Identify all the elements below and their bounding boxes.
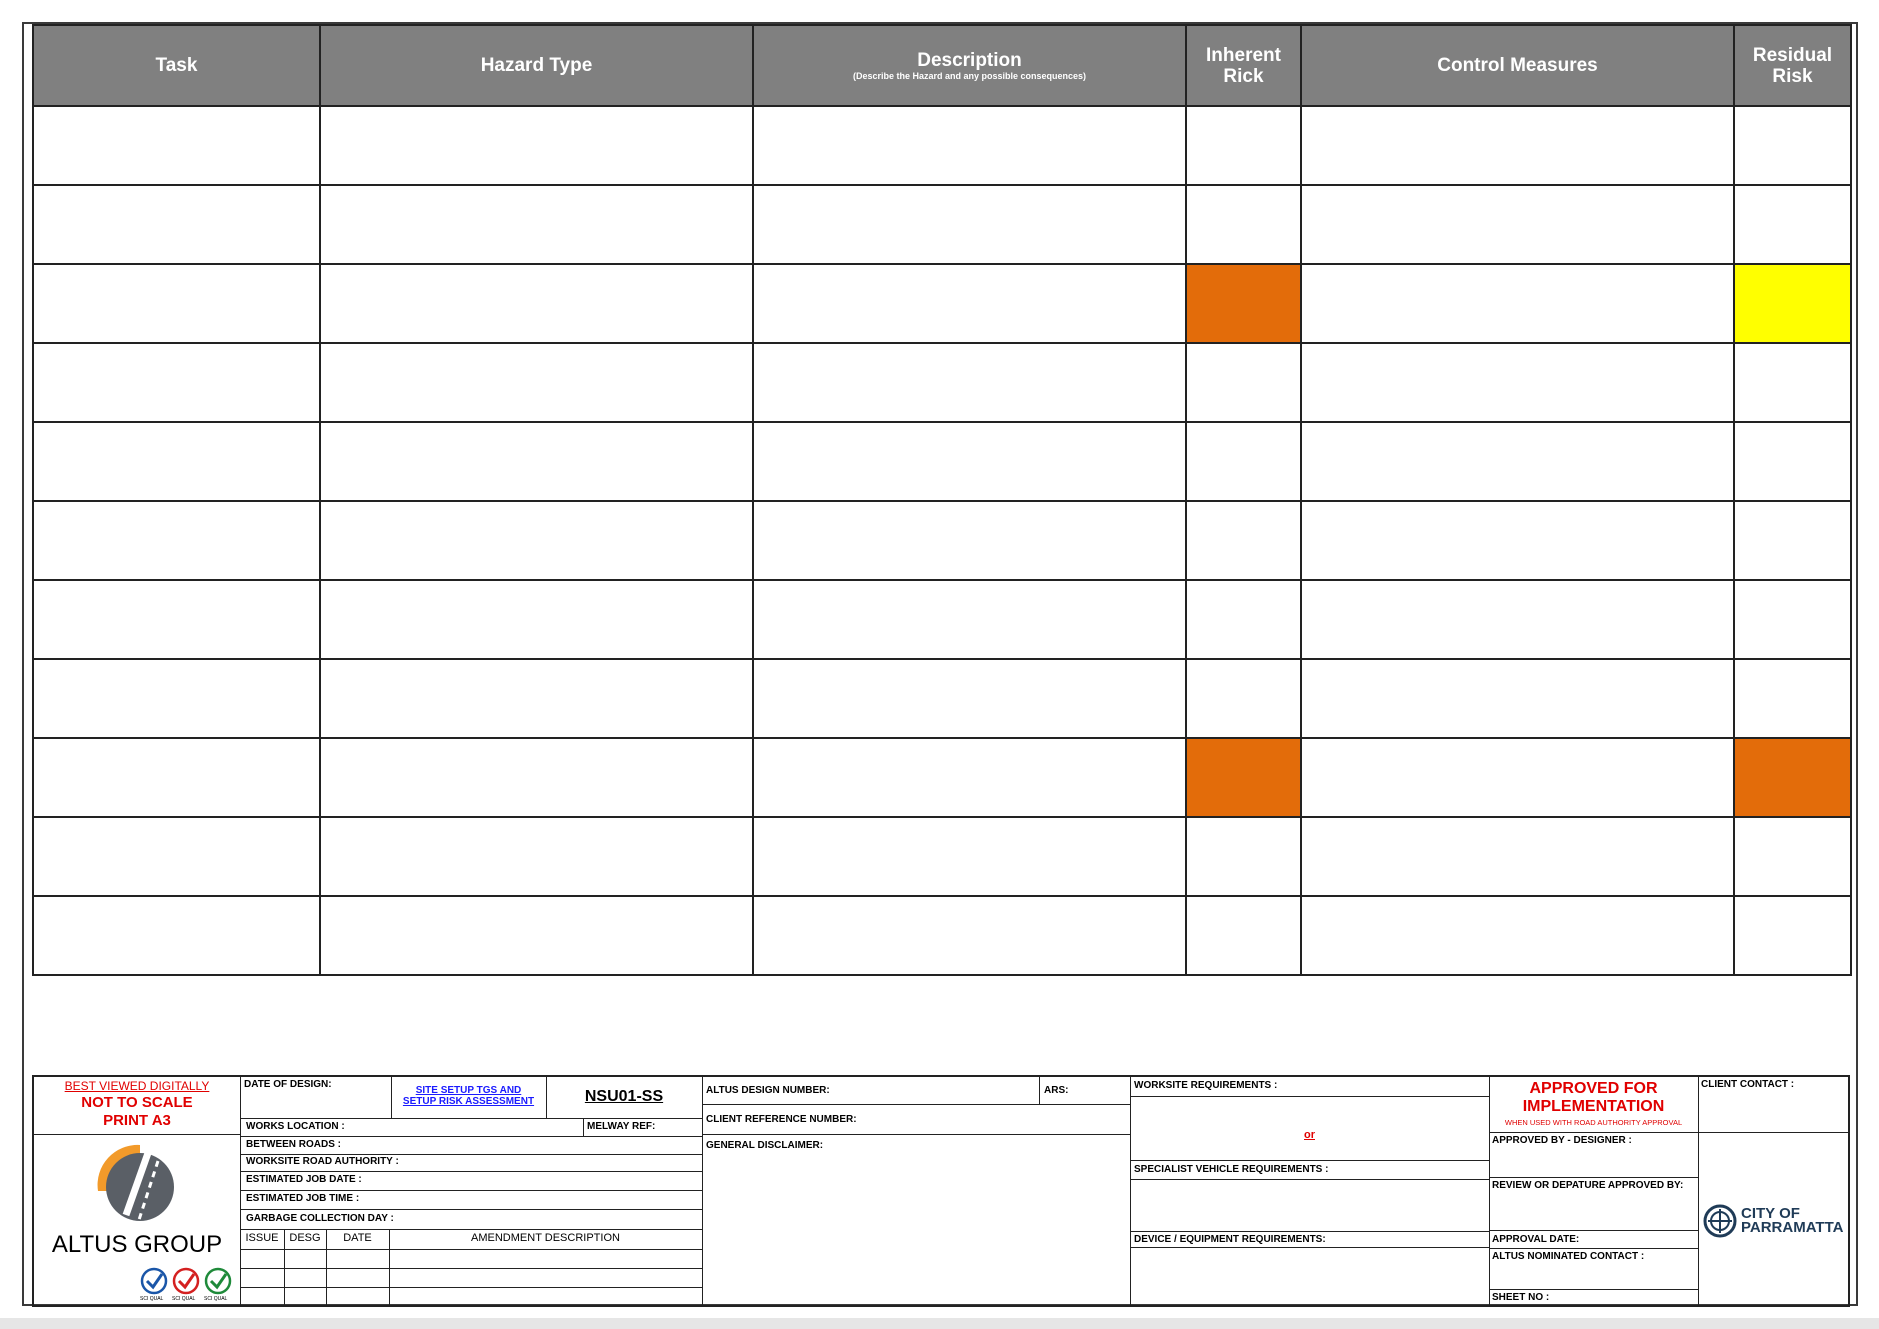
- header-description-subtitle: (Describe the Hazard and any possible consequences): [852, 70, 1087, 81]
- cell-task[interactable]: [33, 659, 320, 738]
- header-inherent-risk: [1186, 25, 1301, 106]
- works-location-label: WORKS LOCATION :: [246, 1121, 345, 1132]
- cell-inherent-risk[interactable]: [1186, 185, 1301, 264]
- table-row: [33, 896, 1851, 975]
- general-disclaimer-label: GENERAL DISCLAIMER:: [706, 1140, 824, 1151]
- cell-residual-risk[interactable]: [1734, 659, 1851, 738]
- cell-control-measures[interactable]: [1301, 343, 1734, 422]
- between-roads-label: BETWEEN ROADS :: [246, 1139, 341, 1150]
- table-row: [33, 106, 1851, 185]
- divider: [240, 1154, 702, 1155]
- cell-control-measures[interactable]: [1301, 896, 1734, 975]
- divider: [702, 1104, 1130, 1105]
- altus-nominated-contact-label: ALTUS NOMINATED CONTACT :: [1492, 1251, 1645, 1262]
- specialist-vehicle-requirements-label: SPECIALIST VEHICLE REQUIREMENTS :: [1134, 1164, 1329, 1175]
- review-or-departure-label: REVIEW OR DEPATURE APPROVED BY:: [1492, 1180, 1684, 1191]
- cell-control-measures[interactable]: [1301, 106, 1734, 185]
- client-logo-line2: PARRAMATTA: [1741, 1219, 1844, 1236]
- altus-design-number-label: ALTUS DESIGN NUMBER:: [706, 1085, 830, 1096]
- table-row: [33, 817, 1851, 896]
- divider: [702, 1134, 1130, 1135]
- cell-inherent-risk[interactable]: [1186, 659, 1301, 738]
- divider: [240, 1209, 702, 1210]
- cell-residual-risk[interactable]: [1734, 264, 1851, 343]
- cell-task[interactable]: [33, 106, 320, 185]
- estimated-job-date-label: ESTIMATED JOB DATE :: [246, 1174, 362, 1185]
- divider: [1039, 1077, 1040, 1104]
- client-reference-number-label: CLIENT REFERENCE NUMBER:: [706, 1114, 857, 1125]
- risk-assessment-table: [32, 24, 1852, 976]
- client-contact-label: CLIENT CONTACT :: [1701, 1079, 1795, 1090]
- cell-residual-risk[interactable]: [1734, 738, 1851, 817]
- cell-task[interactable]: [33, 896, 320, 975]
- drawing-number: NSU01-SS: [584, 1088, 664, 1105]
- divider: [240, 1249, 702, 1250]
- divider: [34, 1134, 240, 1135]
- cell-inherent-risk[interactable]: [1186, 106, 1301, 185]
- altus-logo-icon: [88, 1143, 180, 1229]
- cell-description[interactable]: [753, 738, 1186, 817]
- table-row: [33, 501, 1851, 580]
- amendment-header-description: AMENDMENT DESCRIPTION: [471, 1232, 620, 1244]
- cell-task[interactable]: [33, 738, 320, 817]
- cell-hazard-type[interactable]: [320, 343, 753, 422]
- cell-control-measures[interactable]: [1301, 580, 1734, 659]
- table-row: [33, 659, 1851, 738]
- cell-description[interactable]: [753, 106, 1186, 185]
- amendment-header-issue: ISSUE: [245, 1232, 279, 1244]
- divider: [1130, 1247, 1489, 1248]
- cell-control-measures[interactable]: [1301, 501, 1734, 580]
- divider: [240, 1229, 702, 1230]
- cell-control-measures[interactable]: [1301, 659, 1734, 738]
- worksite-road-authority-label: WORKSITE ROAD AUTHORITY :: [246, 1156, 399, 1167]
- approved-for-note: WHEN USED WITH ROAD AUTHORITY APPROVAL: [1504, 1118, 1683, 1127]
- header-inherent-risk-line2: Rick: [1223, 65, 1264, 87]
- divider: [1130, 1160, 1489, 1161]
- divider: [240, 1077, 241, 1305]
- print-size-note: PRINT A3: [103, 1112, 171, 1129]
- best-viewed-note: BEST VIEWED DIGITALLY: [64, 1079, 210, 1093]
- cell-hazard-type[interactable]: [320, 738, 753, 817]
- divider: [1698, 1132, 1848, 1133]
- amendment-header-date: DATE: [343, 1232, 372, 1244]
- cell-control-measures[interactable]: [1301, 264, 1734, 343]
- cell-task[interactable]: [33, 343, 320, 422]
- header-description-label: Description: [917, 49, 1022, 71]
- cell-hazard-type[interactable]: [320, 185, 753, 264]
- divider: [702, 1077, 703, 1305]
- table-row: [33, 580, 1851, 659]
- title-block: [32, 1075, 1850, 1307]
- ars-label: ARS:: [1044, 1085, 1069, 1096]
- divider: [1130, 1231, 1489, 1232]
- client-logo-line1: CITY OF: [1741, 1205, 1800, 1222]
- divider: [1130, 1077, 1131, 1305]
- cell-inherent-risk[interactable]: [1186, 343, 1301, 422]
- page-bottom-strip: [0, 1318, 1879, 1329]
- cell-description[interactable]: [753, 896, 1186, 975]
- cell-description[interactable]: [753, 343, 1186, 422]
- cell-task[interactable]: [33, 580, 320, 659]
- table-row: [33, 185, 1851, 264]
- cell-inherent-risk[interactable]: [1186, 817, 1301, 896]
- divider: [240, 1118, 702, 1119]
- cell-residual-risk[interactable]: [1734, 106, 1851, 185]
- divider: [1489, 1177, 1698, 1178]
- cell-hazard-type[interactable]: [320, 659, 753, 738]
- cell-hazard-type[interactable]: [320, 896, 753, 975]
- cell-hazard-type[interactable]: [320, 501, 753, 580]
- table-row: [33, 422, 1851, 501]
- cell-description[interactable]: [753, 185, 1186, 264]
- cell-inherent-risk[interactable]: [1186, 580, 1301, 659]
- approval-date-label: APPROVAL DATE:: [1492, 1234, 1580, 1245]
- risk-table-body: [33, 106, 1851, 975]
- date-of-design-label: DATE OF DESIGN:: [244, 1079, 332, 1090]
- sheet-no-label: SHEET NO :: [1492, 1292, 1550, 1303]
- city-of-parramatta-emblem-icon: [1702, 1203, 1738, 1239]
- cell-task[interactable]: [33, 264, 320, 343]
- header-description: [753, 25, 1186, 106]
- cell-residual-risk[interactable]: [1734, 896, 1851, 975]
- or-link[interactable]: or: [1304, 1129, 1315, 1141]
- divider: [1489, 1289, 1698, 1290]
- cert-label: SCI QUAL: [172, 1296, 196, 1302]
- cell-hazard-type[interactable]: [320, 422, 753, 501]
- divider: [1130, 1096, 1489, 1097]
- header-control-measures: Control Measures: [1301, 25, 1734, 106]
- table-row: [33, 738, 1851, 817]
- cell-hazard-type[interactable]: [320, 264, 753, 343]
- table-header-row: [33, 25, 1851, 106]
- divider: [583, 1118, 584, 1136]
- approved-by-designer-label: APPROVED BY - DESIGNER :: [1492, 1135, 1632, 1146]
- approved-for-heading-line1: APPROVED FOR: [1529, 1080, 1658, 1097]
- cell-control-measures[interactable]: [1301, 817, 1734, 896]
- header-hazard-type: Hazard Type: [320, 25, 753, 106]
- cell-inherent-risk[interactable]: [1186, 896, 1301, 975]
- cell-inherent-risk[interactable]: [1186, 264, 1301, 343]
- approved-for-heading-line2: IMPLEMENTATION: [1522, 1098, 1665, 1115]
- worksite-requirements-label: WORKSITE REQUIREMENTS :: [1134, 1080, 1278, 1091]
- divider: [240, 1171, 702, 1172]
- header-residual-risk-line1: Residual: [1752, 44, 1833, 66]
- drawing-title-line1[interactable]: SITE SETUP TGS AND: [415, 1085, 522, 1096]
- drawing-title-line2[interactable]: SETUP RISK ASSESSMENT: [402, 1096, 535, 1107]
- cell-hazard-type[interactable]: [320, 106, 753, 185]
- header-task: Task: [33, 25, 320, 106]
- cell-residual-risk[interactable]: [1734, 343, 1851, 422]
- cell-description[interactable]: [753, 264, 1186, 343]
- cell-residual-risk[interactable]: [1734, 422, 1851, 501]
- cell-description[interactable]: [753, 659, 1186, 738]
- header-residual-risk-line2: Risk: [1772, 65, 1813, 87]
- header-residual-risk: [1734, 25, 1851, 106]
- table-row: [33, 264, 1851, 343]
- table-row: [33, 343, 1851, 422]
- cell-task[interactable]: [33, 422, 320, 501]
- divider: [1489, 1132, 1698, 1133]
- cell-description[interactable]: [753, 422, 1186, 501]
- cell-inherent-risk[interactable]: [1186, 501, 1301, 580]
- cell-residual-risk[interactable]: [1734, 185, 1851, 264]
- divider: [1489, 1248, 1698, 1249]
- cell-description[interactable]: [753, 580, 1186, 659]
- cell-control-measures[interactable]: [1301, 738, 1734, 817]
- cell-task[interactable]: [33, 501, 320, 580]
- not-to-scale-note: NOT TO SCALE: [81, 1094, 193, 1111]
- estimated-job-time-label: ESTIMATED JOB TIME :: [246, 1193, 360, 1204]
- cell-description[interactable]: [753, 817, 1186, 896]
- cell-control-measures[interactable]: [1301, 185, 1734, 264]
- cell-task[interactable]: [33, 185, 320, 264]
- cell-hazard-type[interactable]: [320, 817, 753, 896]
- cell-inherent-risk[interactable]: [1186, 738, 1301, 817]
- divider: [240, 1287, 702, 1288]
- garbage-collection-day-label: GARBAGE COLLECTION DAY :: [246, 1213, 394, 1224]
- divider: [240, 1190, 702, 1191]
- divider: [240, 1268, 702, 1269]
- company-name-logo: ALTUS GROUP: [51, 1231, 223, 1258]
- cell-control-measures[interactable]: [1301, 422, 1734, 501]
- divider: [240, 1136, 702, 1137]
- divider: [1130, 1179, 1489, 1180]
- cell-residual-risk[interactable]: [1734, 580, 1851, 659]
- cell-task[interactable]: [33, 817, 320, 896]
- header-inherent-risk-line1: Inherent: [1206, 44, 1281, 66]
- cell-description[interactable]: [753, 501, 1186, 580]
- cell-residual-risk[interactable]: [1734, 501, 1851, 580]
- device-equipment-requirements-label: DEVICE / EQUIPMENT REQUIREMENTS:: [1134, 1234, 1326, 1245]
- divider: [1489, 1230, 1698, 1231]
- cert-label: SCI QUAL: [140, 1296, 164, 1302]
- cell-residual-risk[interactable]: [1734, 817, 1851, 896]
- amendment-header-desg: DESG: [289, 1232, 321, 1244]
- divider: [1698, 1077, 1699, 1305]
- melway-ref-label: MELWAY REF:: [587, 1121, 656, 1132]
- cell-inherent-risk[interactable]: [1186, 422, 1301, 501]
- cell-hazard-type[interactable]: [320, 580, 753, 659]
- cert-label: SCI QUAL: [204, 1296, 228, 1302]
